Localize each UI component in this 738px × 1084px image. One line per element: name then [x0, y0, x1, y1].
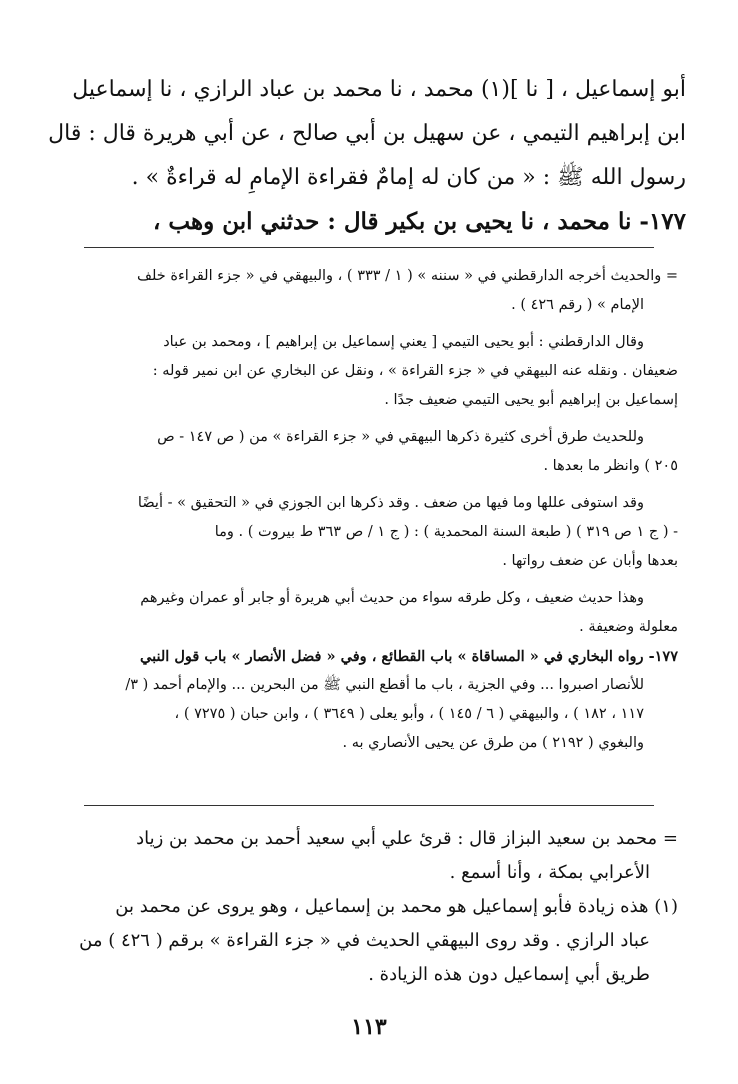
divider-line: [84, 805, 654, 806]
hadith-177-heading: ١٧٧- نا محمد ، نا يحيى بن بكير قال : حدثني ابن وهب ،: [152, 208, 686, 235]
footnote-line: والبغوي ( ٢١٩٢ ) من طرق عن يحيى الأنصاري به .: [342, 735, 644, 751]
footnote-line: (١) هذه زيادة فأبو إسماعيل هو محمد بن إسماعيل ، وهو يروى عن محمد بن: [115, 896, 678, 917]
footnotes-top: [42, 262, 678, 758]
footnote-line: عباد الرازي . وقد روى البيهقي الحديث في « جزء القراءة » برقم ( ٤٢٦ ) من: [79, 930, 650, 951]
footnote-line: وهذا حديث ضعيف ، وكل طرقه سواء من حديث أبي هريرة أو جابر أو عمران وغيرهم: [140, 590, 644, 606]
footnote-line: = محمد بن سعيد البزاز قال : قرئ علي أبي سعيد أحمد بن محمد بن زياد: [136, 828, 678, 849]
footnote-line: وللحديث طرق أخرى كثيرة ذكرها البيهقي في « جزء القراءة » من ( ص ١٤٧ - ص: [157, 429, 644, 445]
footnote-line: ١٧٧- رواه البخاري في « المساقاة » باب القطائع ، وفي « فضل الأنصار » باب قول النبي: [140, 648, 678, 665]
footnote-line: ١١٧ ، ١٨٢ ) ، والبيهقي ( ٦ / ١٤٥ ) ، وأبو يعلى ( ٣٦٤٩ ) ، وابن حبان ( ٧٢٧٥ ) ،: [174, 706, 644, 722]
page-number: ١١٣: [351, 1014, 387, 1040]
footnote-line: طريق أبي إسماعيل دون هذه الزيادة .: [368, 964, 650, 985]
main-text: [34, 68, 686, 200]
main-text-line: ابن إبراهيم التيمي ، عن سهيل بن أبي صالح ، عن أبي هريرة قال : قال: [48, 121, 686, 146]
footnote-line: الأعرابي بمكة ، وأنا أسمع .: [449, 862, 650, 883]
main-text-line: رسول الله ﷺ : « من كان له إمامٌ فقراءة الإمامِ له قراءةٌ » .: [131, 165, 686, 190]
footnote-line: إسماعيل بن إبراهيم أبو يحيى التيمي ضعيف جدًا .: [384, 392, 678, 408]
main-text-line: أبو إسماعيل ، [ نا ](١) محمد ، نا محمد بن عباد الرازي ، نا إسماعيل: [72, 77, 686, 102]
footnote-line: وقد استوفى عللها وما فيها من ضعف . وقد ذكرها ابن الجوزي في « التحقيق » - أيضًا: [137, 495, 644, 511]
footnote-line: ضعيفان . ونقله عنه البيهقي في « جزء القراءة » ، ونقل عن البخاري عن ابن نمير قوله :: [152, 363, 678, 379]
footnote-line: وقال الدارقطني : أبو يحيى التيمي [ يعني إسماعيل بن إبراهيم ] ، ومحمد بن عباد: [163, 334, 644, 350]
footnote-line: الإمام » ( رقم ٤٢٦ ) .: [511, 297, 644, 313]
footnote-line: للأنصار اصبروا ... وفي الجزية ، باب ما أقطع النبي ﷺ من البحرين ... والإمام أحمد ( ٣/: [125, 677, 644, 693]
footnote-line: - ( ج ١ ص ٣١٩ ) ( طبعة السنة المحمدية ) : ( ج ١ / ص ٣٦٣ ط بيروت ) . وما: [214, 524, 678, 540]
footnotes-bottom: [42, 822, 678, 992]
footnote-line: ٢٠٥ ) وانظر ما بعدها .: [543, 458, 678, 474]
footnote-line: = والحديث أخرجه الدارقطني في « سننه » ( ١ / ٣٣٣ ) ، والبيهقي في « جزء القراءة خلف: [137, 268, 678, 284]
divider-line: [84, 247, 654, 248]
footnote-line: معلولة وضعيفة .: [579, 619, 678, 635]
footnote-line: بعدها وأبان عن ضعف رواتها .: [502, 553, 678, 569]
